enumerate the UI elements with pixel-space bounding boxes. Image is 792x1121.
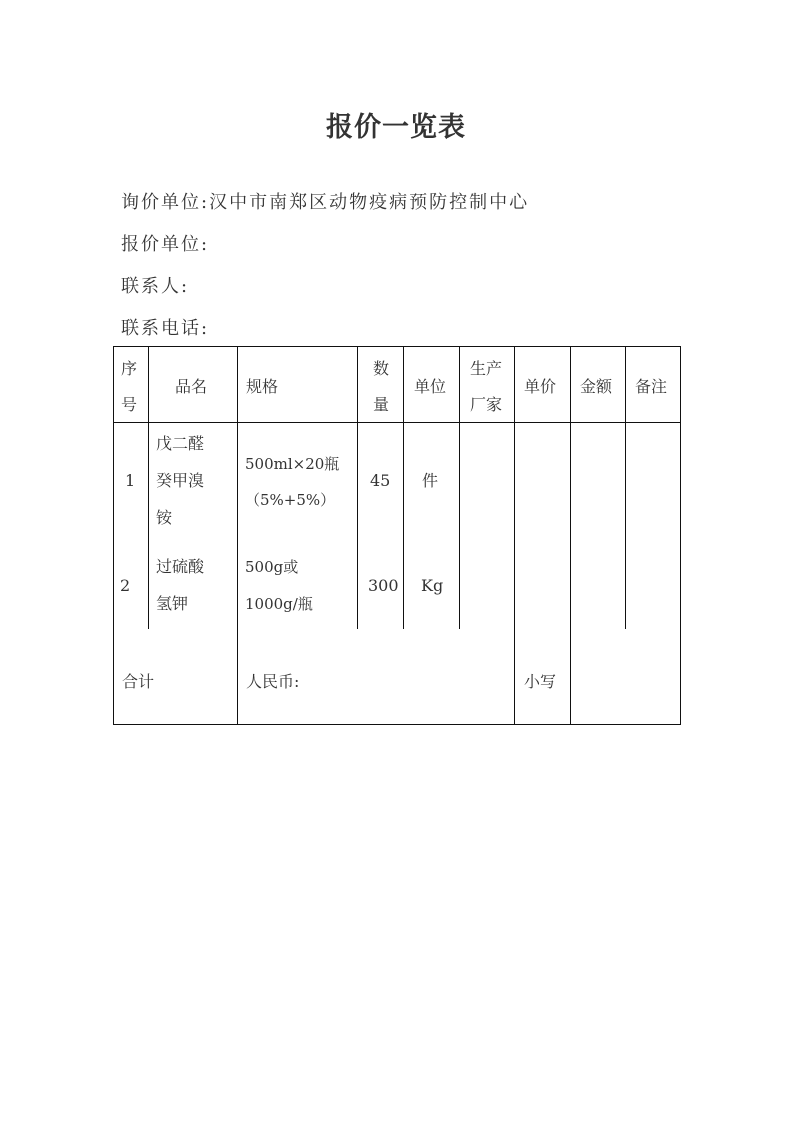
col-divider-maker (514, 346, 515, 725)
header-maker-1: 生产 (470, 359, 503, 378)
row1-unit: 件 (422, 471, 439, 490)
header-divider (113, 422, 681, 423)
inquiry-unit-line (121, 188, 529, 214)
contact-line (121, 272, 189, 298)
row1-spec-2: （5%+5%） (245, 491, 336, 509)
total-small-label: 小写 (524, 672, 557, 691)
col-divider-qty (403, 346, 404, 629)
col-divider-unit (459, 346, 460, 629)
total-rmb-label: 人民币: (246, 672, 300, 691)
row1-name-2: 癸甲溴 (156, 471, 205, 490)
table-border-right (680, 346, 681, 725)
row1-name-3: 铵 (156, 508, 173, 527)
col-divider-seq (148, 346, 149, 629)
table-border-top (113, 346, 681, 347)
table-border-left (113, 346, 114, 725)
header-amount: 金额 (580, 377, 613, 396)
row1-qty: 45 (370, 471, 391, 490)
col-divider-spec (357, 346, 358, 629)
contact-label: 联系人: (121, 276, 190, 297)
phone-line (121, 314, 209, 340)
header-price: 单价 (524, 377, 557, 396)
col-divider-price (570, 346, 571, 725)
row1-seq: 1 (125, 471, 136, 490)
quote-unit-label: 报价单位: (121, 234, 210, 255)
row1-spec-1: 500ml×20瓶 (245, 455, 340, 473)
header-name: 品名 (175, 377, 208, 396)
header-unit: 单位 (414, 377, 447, 396)
inquiry-unit-label: 询价单位: (121, 192, 210, 213)
header-qty-1: 数 (373, 359, 390, 378)
table-border-bottom (113, 724, 681, 725)
row1-name-1: 戊二醛 (156, 434, 205, 453)
inquiry-unit-value: 汉中市南郑区动物疫病预防控制中心 (209, 192, 530, 213)
quote-unit-line (121, 230, 209, 256)
header-spec: 规格 (246, 377, 279, 396)
header-qty-2: 量 (373, 395, 390, 414)
row2-name-1: 过硫酸 (156, 557, 205, 576)
row2-spec-2: 1000g/瓶 (245, 595, 313, 613)
row2-unit: Kg (421, 576, 444, 595)
header-seq-1: 序 (121, 359, 138, 378)
total-label: 合计 (122, 672, 155, 691)
header-seq-2: 号 (121, 395, 138, 414)
row2-seq: 2 (120, 576, 131, 595)
phone-label: 联系电话: (121, 318, 210, 339)
header-remark: 备注 (635, 377, 668, 396)
row2-spec-1: 500g或 (245, 558, 299, 576)
page-title: 报价一览表 (326, 112, 466, 143)
col-divider-name (237, 346, 238, 725)
row2-qty: 300 (368, 576, 399, 595)
header-maker-2: 厂家 (470, 395, 503, 414)
row2-name-2: 氢钾 (156, 594, 189, 613)
col-divider-amount (625, 346, 626, 629)
